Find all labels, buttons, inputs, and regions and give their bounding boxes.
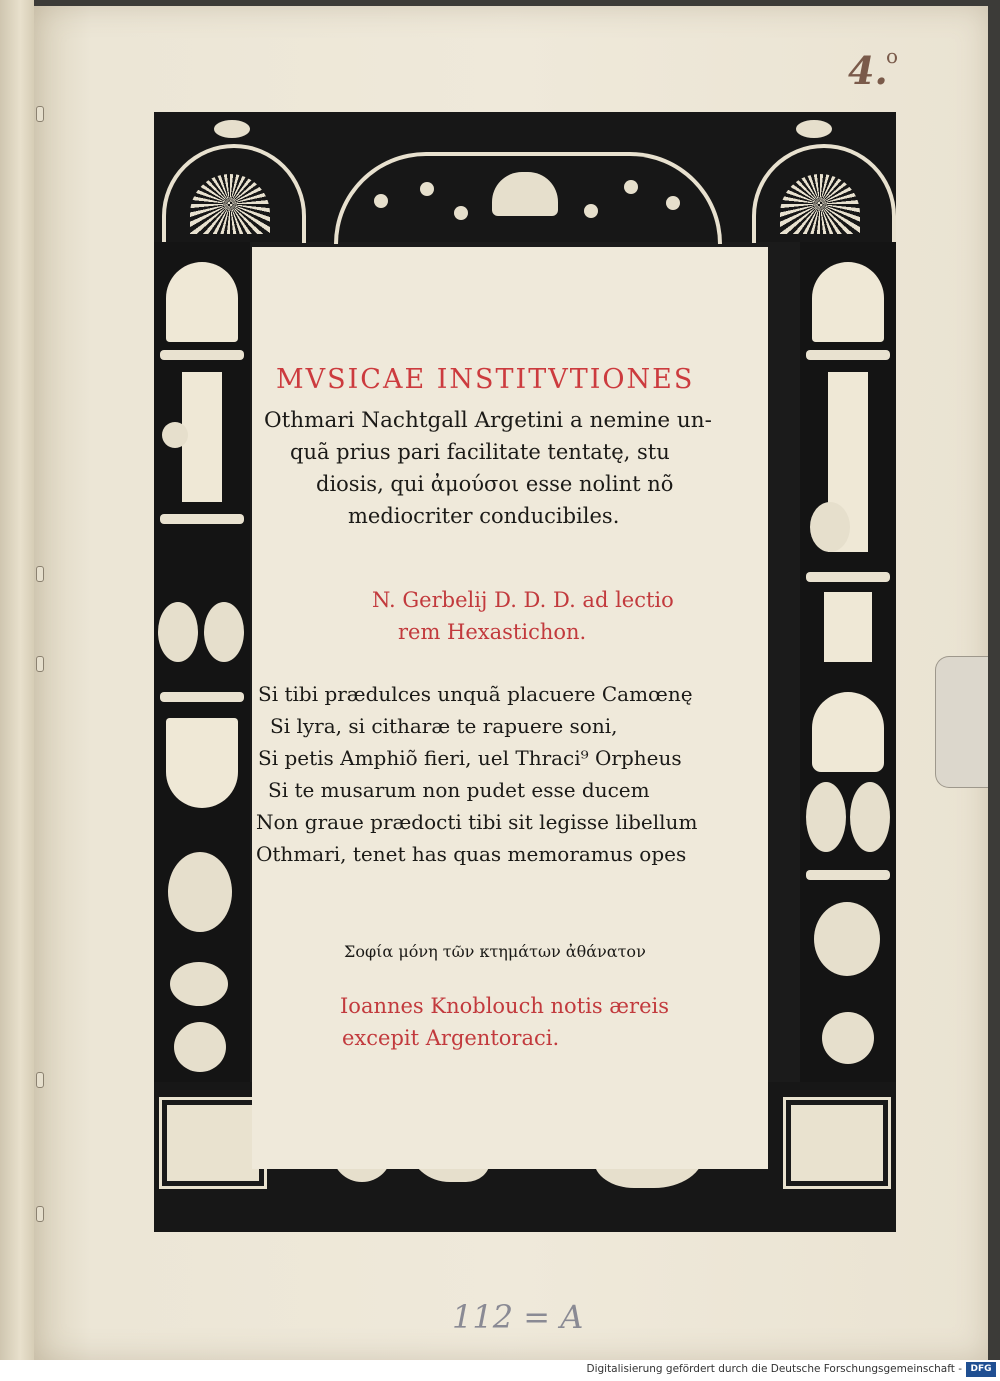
footer-credit-text: Digitalisierung gefördert durch die Deutsche Forschungsgemeinschaft - xyxy=(586,1363,962,1375)
poem-line-4: Si te musarum non pudet esse ducem xyxy=(268,778,650,802)
skull-figure xyxy=(162,422,188,448)
leaf-ornament xyxy=(374,194,388,208)
poem-line-5: Non graue prædocti tibi sit legisse libellum xyxy=(256,810,698,834)
mermaid-figure xyxy=(174,1022,226,1072)
griffin-figure xyxy=(806,782,846,852)
left-pillar xyxy=(154,242,250,1082)
capital-ornament xyxy=(166,262,238,342)
bird-ornament xyxy=(796,120,832,138)
pillar-ring xyxy=(160,514,244,524)
intro-line-2: quã prius pari facilitate tentatę, stu xyxy=(290,440,670,464)
climbing-figure xyxy=(810,502,850,552)
intro-line-1: Othmari Nachtgall Argetini a nemine un- xyxy=(264,408,712,433)
vase-ornament xyxy=(166,718,238,808)
scroll-ornament xyxy=(814,902,880,976)
left-plinth-relief xyxy=(162,1100,264,1186)
hexastichon-heading-line-1: N. Gerbelij D. D. D. ad lectio xyxy=(372,588,674,612)
book-title: MVSICAE INSTITVTIONES xyxy=(276,364,695,395)
page-tab-marker xyxy=(935,656,988,788)
binding-stitch xyxy=(36,656,44,672)
pillar-ring xyxy=(806,572,890,582)
binding-stitch xyxy=(36,1072,44,1088)
column-shaft xyxy=(182,372,222,502)
hexastichon-heading-line-2: rem Hexastichon. xyxy=(398,620,587,644)
poem-line-2: Si lyra, si citharæ te rapuere soni, xyxy=(270,714,618,738)
poem-line-1: Si tibi prædulces unquã placuere Camœnę xyxy=(258,682,693,706)
pillar-ring xyxy=(806,350,890,360)
vase-ornament xyxy=(812,692,884,772)
poem-line-3: Si petis Amphiõ fieri, uel Thraci⁹ Orpheus xyxy=(258,746,682,770)
right-plinth-relief xyxy=(786,1100,888,1186)
intro-line-4: mediocriter conducibiles. xyxy=(348,504,620,528)
shelfmark-annotation: 4. xyxy=(848,48,888,93)
griffin-figure xyxy=(850,782,890,852)
imprint-line-2: excepit Argentoraci. xyxy=(342,1026,560,1050)
satyr-figure xyxy=(158,602,198,662)
leaf-ornament xyxy=(584,204,598,218)
pillar-ring xyxy=(806,870,890,880)
dolphin-ornament xyxy=(168,852,232,932)
intro-line-3: diosis, qui ἀμούσοι esse nolint nõ xyxy=(316,472,674,496)
imprint-line-1: Ioannes Knoblouch notis æreis xyxy=(340,994,670,1018)
greek-motto: Σοφία μόνη τῶν κτημάτων ἀθάνατον xyxy=(344,942,646,961)
palmette-ornament xyxy=(170,962,228,1006)
binding-stitch xyxy=(36,566,44,582)
column-drum xyxy=(824,592,872,662)
woodcut-top-panel xyxy=(154,112,896,242)
dfg-logo-icon: DFG xyxy=(966,1362,996,1377)
bird-ornament xyxy=(214,120,250,138)
capital-ornament xyxy=(812,262,884,342)
pencil-annotation: 112 = A xyxy=(452,1298,584,1336)
satyr-figure xyxy=(204,602,244,662)
right-pillar xyxy=(800,242,896,1082)
leaf-ornament xyxy=(454,206,468,220)
binding-stitch xyxy=(36,1206,44,1222)
pillar-ring xyxy=(160,350,244,360)
pillar-ring xyxy=(160,692,244,702)
poem-line-6: Othmari, tenet has quas memoramus opes xyxy=(256,842,687,866)
leaf-ornament xyxy=(420,182,434,196)
leaf-ornament xyxy=(666,196,680,210)
book-spine-edge xyxy=(0,0,34,1360)
shelfmark-superscript: o xyxy=(886,44,899,68)
mermaid-figure xyxy=(822,1012,874,1064)
binding-stitch xyxy=(36,106,44,122)
leaf-ornament xyxy=(624,180,638,194)
digitization-footer xyxy=(0,1360,1000,1381)
